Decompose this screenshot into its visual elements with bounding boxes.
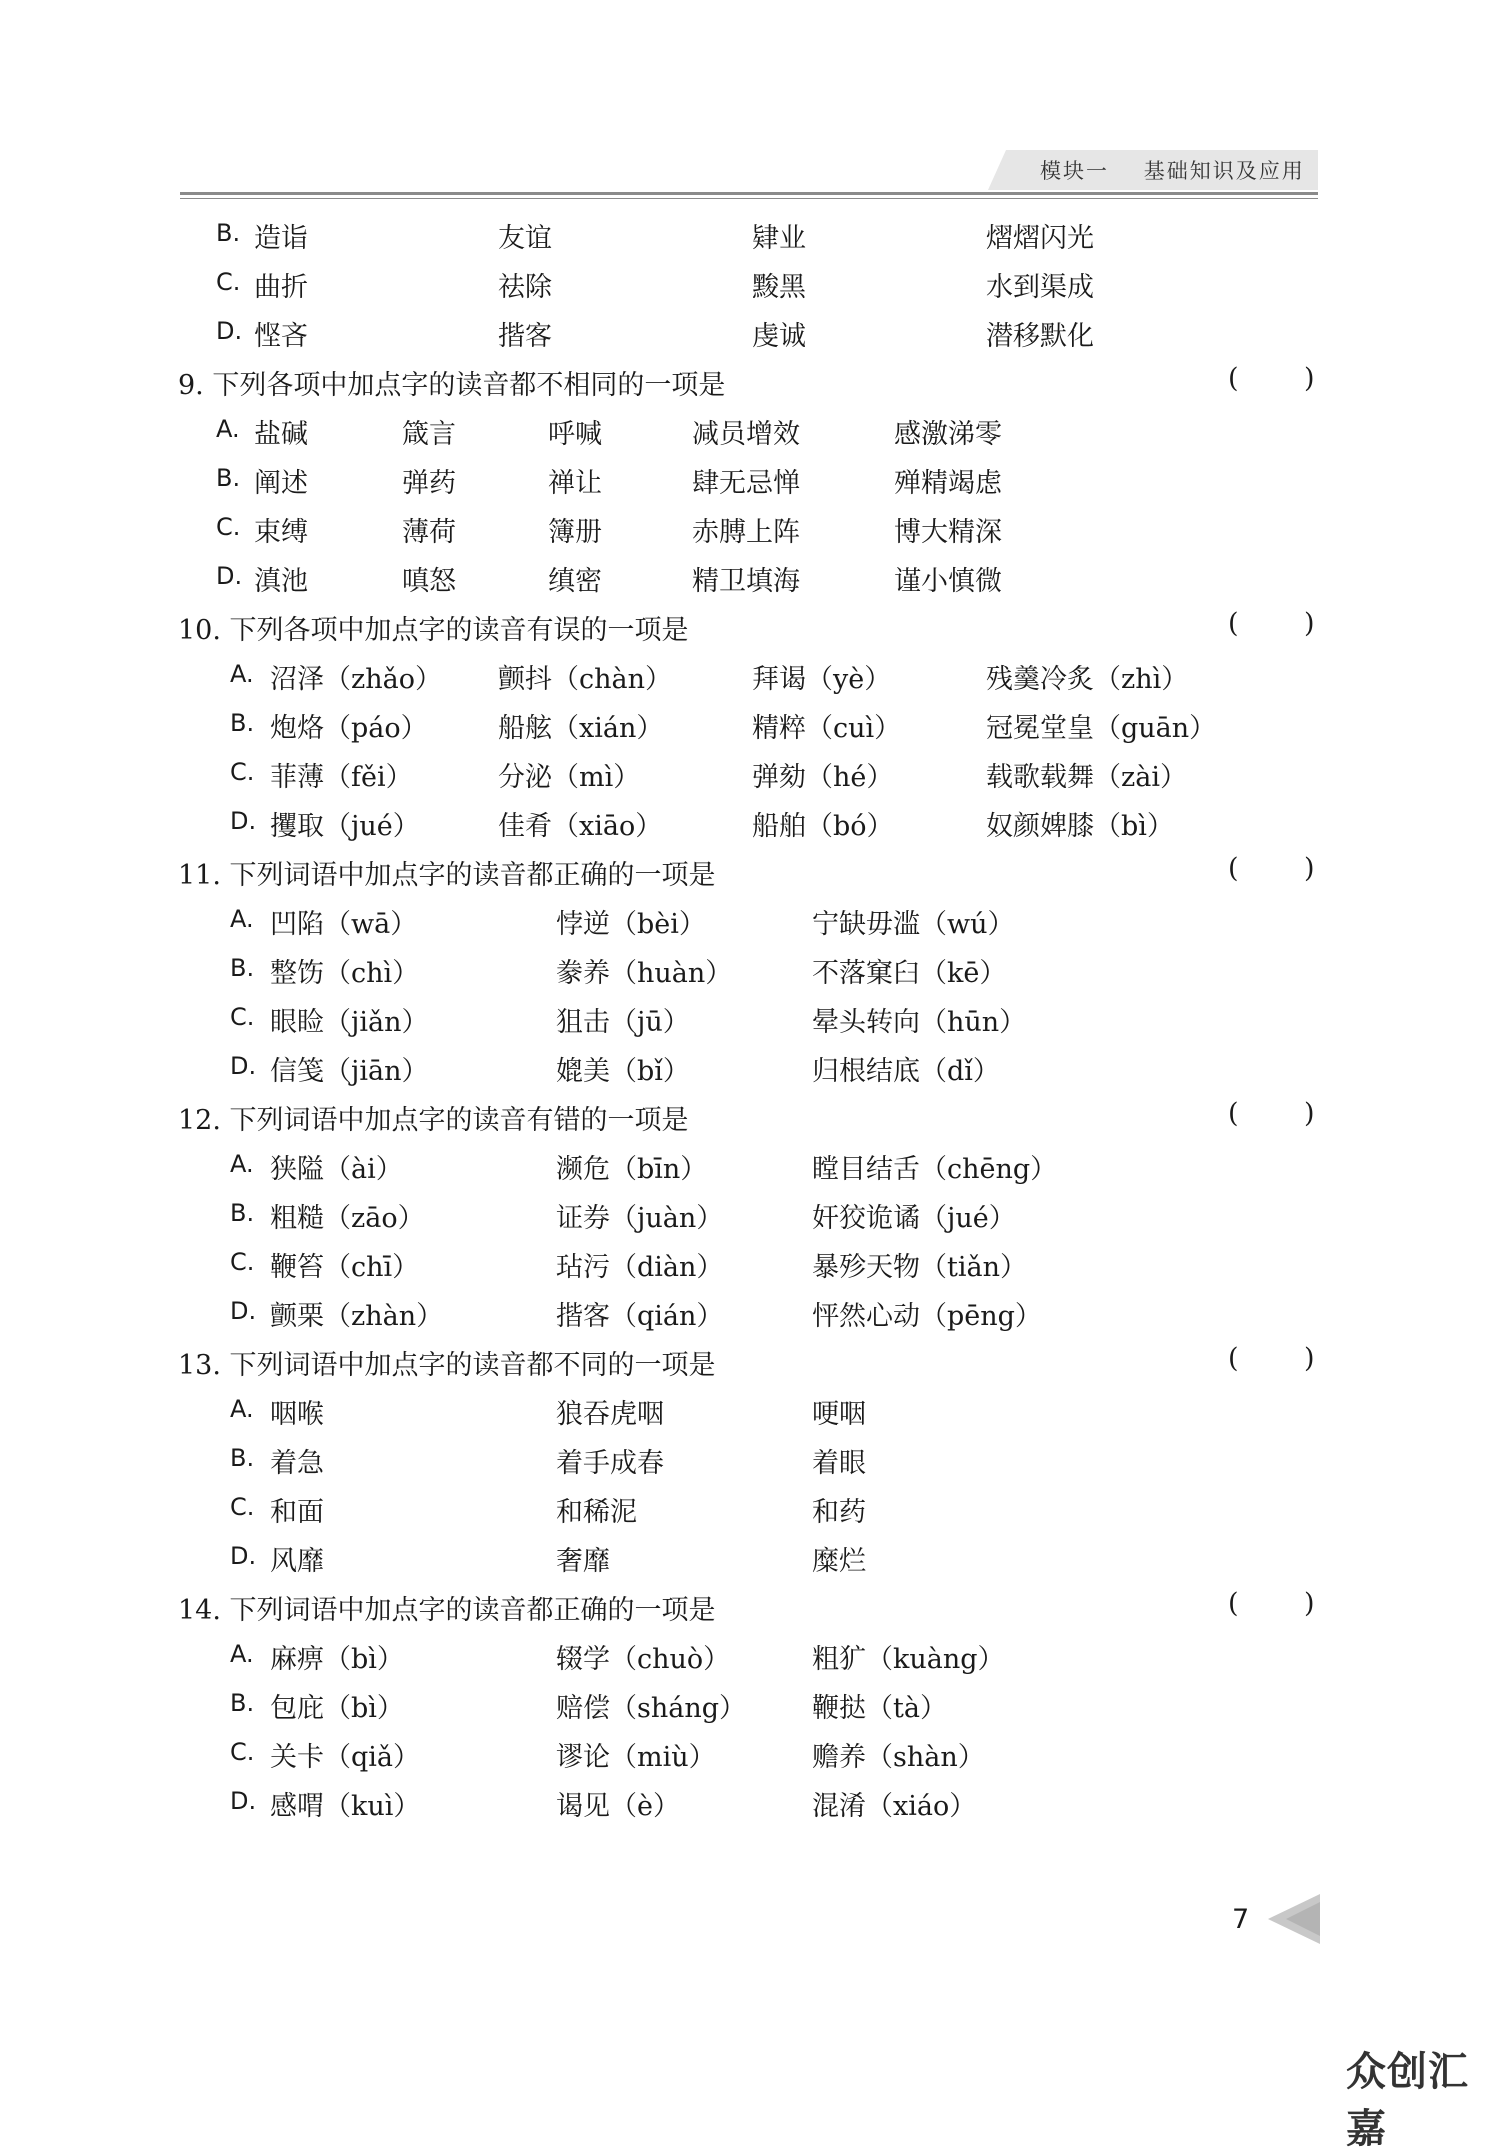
option-word: 赡养（shàn） <box>812 1742 985 1773</box>
option-word: 瞠目结舌（chēng） <box>812 1154 1058 1185</box>
page-number: 7 <box>1232 1904 1250 1935</box>
option-word: 潜移默化 <box>986 321 1094 352</box>
q12-option-c <box>0 1241 1504 1290</box>
q10-option-c <box>0 751 1504 800</box>
option-word: 颤栗（zhàn） <box>270 1301 444 1332</box>
option-word: 残羹冷炙（zhì） <box>986 664 1189 695</box>
q12-option-b <box>0 1192 1504 1241</box>
option-word: 混淆（xiáo） <box>812 1791 977 1822</box>
option-word: 玷污（diàn） <box>556 1252 724 1283</box>
option-word: 媲美（bǐ） <box>556 1056 690 1087</box>
option-word: 豢养（huàn） <box>556 958 733 989</box>
option-word: 着眼 <box>812 1448 866 1479</box>
module-title: 模块一 基础知识及应用 <box>1040 159 1305 183</box>
option-word: 滇池 <box>254 566 308 597</box>
option-label: C. <box>216 268 241 296</box>
option-label: B. <box>230 954 255 982</box>
option-label: B. <box>230 1199 255 1227</box>
option-word: 和面 <box>270 1497 324 1528</box>
answer-bracket-close: ) <box>1304 1098 1315 1129</box>
q12-option-a <box>0 1143 1504 1192</box>
option-word: 整饬（chì） <box>270 958 420 989</box>
q9-stem <box>0 359 1504 408</box>
q13-option-d <box>0 1535 1504 1584</box>
option-word: 赤膊上阵 <box>692 517 800 548</box>
header-rule <box>180 192 1318 195</box>
option-word: 弹劾（hé） <box>752 762 894 793</box>
option-word: 肆无忌惮 <box>692 468 800 499</box>
answer-bracket-open: ( <box>1228 1343 1239 1374</box>
q10-option-a <box>0 653 1504 702</box>
option-word: 晕头转向（hūn） <box>812 1007 1027 1038</box>
option-word: 弹药 <box>402 468 456 499</box>
option-word: 和药 <box>812 1497 866 1528</box>
option-word: 哽咽 <box>812 1399 866 1430</box>
q13-stem <box>0 1339 1504 1388</box>
option-word: 祛除 <box>498 272 552 303</box>
option-word: 奴颜婢膝（bì） <box>986 811 1174 842</box>
option-word: 炮烙（páo） <box>270 713 428 744</box>
option-word: 风靡 <box>270 1546 324 1577</box>
q9-option-d <box>0 555 1504 604</box>
answer-bracket-open: ( <box>1228 853 1239 884</box>
q13-option-a <box>0 1388 1504 1437</box>
option-word: 攫取（jué） <box>270 811 420 842</box>
option-word: 禅让 <box>548 468 602 499</box>
answer-bracket-open: ( <box>1228 608 1239 639</box>
option-word: 船舶（bó） <box>752 811 894 842</box>
answer-bracket-close: ) <box>1304 363 1315 394</box>
q8-option-c <box>0 261 1504 310</box>
option-word: 冠冕堂皇（guān） <box>986 713 1217 744</box>
option-word: 鞭笞（chī） <box>270 1252 420 1283</box>
option-label: D. <box>230 1052 257 1080</box>
option-word: 精粹（cuì） <box>752 713 902 744</box>
q8-option-d <box>0 310 1504 359</box>
header-rule-thin <box>180 198 1318 199</box>
option-word: 分泌（mì） <box>498 762 641 793</box>
question-text: 9. 下列各项中加点字的读音都不相同的一项是 <box>178 370 726 401</box>
option-label: A. <box>230 1640 254 1668</box>
option-word: 虔诚 <box>752 321 806 352</box>
page-arrow-icon <box>1268 1894 1324 1944</box>
option-word: 颤抖（chàn） <box>498 664 672 695</box>
option-word: 赔偿（sháng） <box>556 1693 747 1724</box>
option-word: 归根结底（dǐ） <box>812 1056 1000 1087</box>
option-word: 水到渠成 <box>986 272 1094 303</box>
option-word: 盐碱 <box>254 419 308 450</box>
q11-option-c <box>0 996 1504 1045</box>
option-word: 薄荷 <box>402 517 456 548</box>
option-word: 凹陷（wā） <box>270 909 418 940</box>
option-label: D. <box>230 1542 257 1570</box>
option-word: 证券（juàn） <box>556 1203 724 1234</box>
option-word: 麻痹（bì） <box>270 1644 404 1675</box>
option-word: 悭吝 <box>254 321 308 352</box>
answer-bracket-close: ) <box>1304 608 1315 639</box>
option-word: 呼喊 <box>548 419 602 450</box>
q12-option-d <box>0 1290 1504 1339</box>
q10-option-b <box>0 702 1504 751</box>
option-label: C. <box>230 758 255 786</box>
option-label: B. <box>230 1689 255 1717</box>
option-word: 船舷（xián） <box>498 713 664 744</box>
option-word: 箴言 <box>402 419 456 450</box>
option-word: 着手成春 <box>556 1448 664 1479</box>
option-word: 谬论（miù） <box>556 1742 716 1773</box>
option-word: 造诣 <box>254 223 308 254</box>
option-word: 咽喉 <box>270 1399 324 1430</box>
option-word: 熠熠闪光 <box>986 223 1094 254</box>
question-content <box>0 212 1504 1829</box>
option-word: 奸狡诡谲（jué） <box>812 1203 1016 1234</box>
option-word: 博大精深 <box>894 517 1002 548</box>
option-word: 载歌载舞（zài） <box>986 762 1187 793</box>
option-word: 精卫填海 <box>692 566 800 597</box>
watermark: 众创汇嘉 <box>1346 2049 1469 2152</box>
answer-bracket-open: ( <box>1228 1588 1239 1619</box>
q9-option-c <box>0 506 1504 555</box>
option-word: 奢靡 <box>556 1546 610 1577</box>
option-word: 鞭挞（tà） <box>812 1693 947 1724</box>
option-word: 糜烂 <box>812 1546 866 1577</box>
answer-bracket-open: ( <box>1228 363 1239 394</box>
q14-option-b <box>0 1682 1504 1731</box>
option-label: D. <box>230 1297 257 1325</box>
option-word: 辍学（chuò） <box>556 1644 731 1675</box>
option-word: 簿册 <box>548 517 602 548</box>
q12-stem <box>0 1094 1504 1143</box>
q10-option-d <box>0 800 1504 849</box>
option-word: 曲折 <box>254 272 308 303</box>
option-word: 谨小慎微 <box>894 566 1002 597</box>
option-word: 减员增效 <box>692 419 800 450</box>
option-word: 眼睑（jiǎn） <box>270 1007 429 1038</box>
option-label: C. <box>230 1493 255 1521</box>
q14-option-d <box>0 1780 1504 1829</box>
option-word: 阐述 <box>254 468 308 499</box>
option-word: 感喟（kuì） <box>270 1791 421 1822</box>
option-label: C. <box>230 1738 255 1766</box>
option-label: A. <box>230 660 254 688</box>
option-word: 缜密 <box>548 566 602 597</box>
option-word: 关卡（qiǎ） <box>270 1742 421 1773</box>
option-word: 悖逆（bèi） <box>556 909 706 940</box>
option-word: 佳肴（xiāo） <box>498 811 663 842</box>
option-word: 嗔怒 <box>402 566 456 597</box>
option-word: 拜谒（yè） <box>752 664 892 695</box>
q11-option-d <box>0 1045 1504 1094</box>
option-label: B. <box>216 219 241 247</box>
option-label: A. <box>216 415 240 443</box>
option-word: 沼泽（zhǎo） <box>270 664 442 695</box>
question-text: 10. 下列各项中加点字的读音有误的一项是 <box>178 615 689 646</box>
q13-option-b <box>0 1437 1504 1486</box>
option-label: C. <box>216 513 241 541</box>
option-word: 殚精竭虑 <box>894 468 1002 499</box>
option-word: 怦然心动（pēng） <box>812 1301 1042 1332</box>
option-word: 不落窠臼（kē） <box>812 958 1007 989</box>
option-word: 束缚 <box>254 517 308 548</box>
option-label: D. <box>230 1787 257 1815</box>
option-word: 包庇（bì） <box>270 1693 404 1724</box>
option-label: C. <box>230 1248 255 1276</box>
option-label: D. <box>230 807 257 835</box>
option-word: 粗犷（kuàng） <box>812 1644 1005 1675</box>
option-word: 着急 <box>270 1448 324 1479</box>
option-label: D. <box>216 562 243 590</box>
answer-bracket-close: ) <box>1304 1343 1315 1374</box>
option-word: 谒见（è） <box>556 1791 680 1822</box>
q8-option-b <box>0 212 1504 261</box>
option-word: 宁缺毋滥（wú） <box>812 909 1015 940</box>
option-word: 感激涕零 <box>894 419 1002 450</box>
q14-option-a <box>0 1633 1504 1682</box>
answer-bracket-close: ) <box>1304 853 1315 884</box>
q10-stem <box>0 604 1504 653</box>
q11-option-a <box>0 898 1504 947</box>
option-word: 狼吞虎咽 <box>556 1399 664 1430</box>
option-label: A. <box>230 1150 254 1178</box>
option-word: 粗糙（zāo） <box>270 1203 425 1234</box>
option-word: 揩客 <box>498 321 552 352</box>
question-text: 13. 下列词语中加点字的读音都不同的一项是 <box>178 1350 716 1381</box>
option-word: 暴殄天物（tiǎn） <box>812 1252 1027 1283</box>
option-word: 狭隘（ài） <box>270 1154 403 1185</box>
option-word: 友谊 <box>498 223 552 254</box>
q11-option-b <box>0 947 1504 996</box>
question-text: 11. 下列词语中加点字的读音都正确的一项是 <box>178 860 716 891</box>
option-word: 信笺（jiān） <box>270 1056 429 1087</box>
option-word: 菲薄（fěi） <box>270 762 413 793</box>
option-label: B. <box>230 1444 255 1472</box>
q14-option-c <box>0 1731 1504 1780</box>
question-text: 12. 下列词语中加点字的读音有错的一项是 <box>178 1105 689 1136</box>
option-word: 濒危（bīn） <box>556 1154 708 1185</box>
option-label: A. <box>230 1395 254 1423</box>
option-word: 黢黑 <box>752 272 806 303</box>
answer-bracket-close: ) <box>1304 1588 1315 1619</box>
q9-option-b <box>0 457 1504 506</box>
q11-stem <box>0 849 1504 898</box>
option-word: 和稀泥 <box>556 1497 637 1528</box>
option-label: B. <box>216 464 241 492</box>
option-word: 肄业 <box>752 223 806 254</box>
q14-stem <box>0 1584 1504 1633</box>
option-label: D. <box>216 317 243 345</box>
q9-option-a <box>0 408 1504 457</box>
option-word: 揩客（qián） <box>556 1301 724 1332</box>
option-label: A. <box>230 905 254 933</box>
question-text: 14. 下列词语中加点字的读音都正确的一项是 <box>178 1595 716 1626</box>
option-label: C. <box>230 1003 255 1031</box>
option-word: 狙击（jū） <box>556 1007 690 1038</box>
answer-bracket-open: ( <box>1228 1098 1239 1129</box>
option-label: B. <box>230 709 255 737</box>
q13-option-c <box>0 1486 1504 1535</box>
